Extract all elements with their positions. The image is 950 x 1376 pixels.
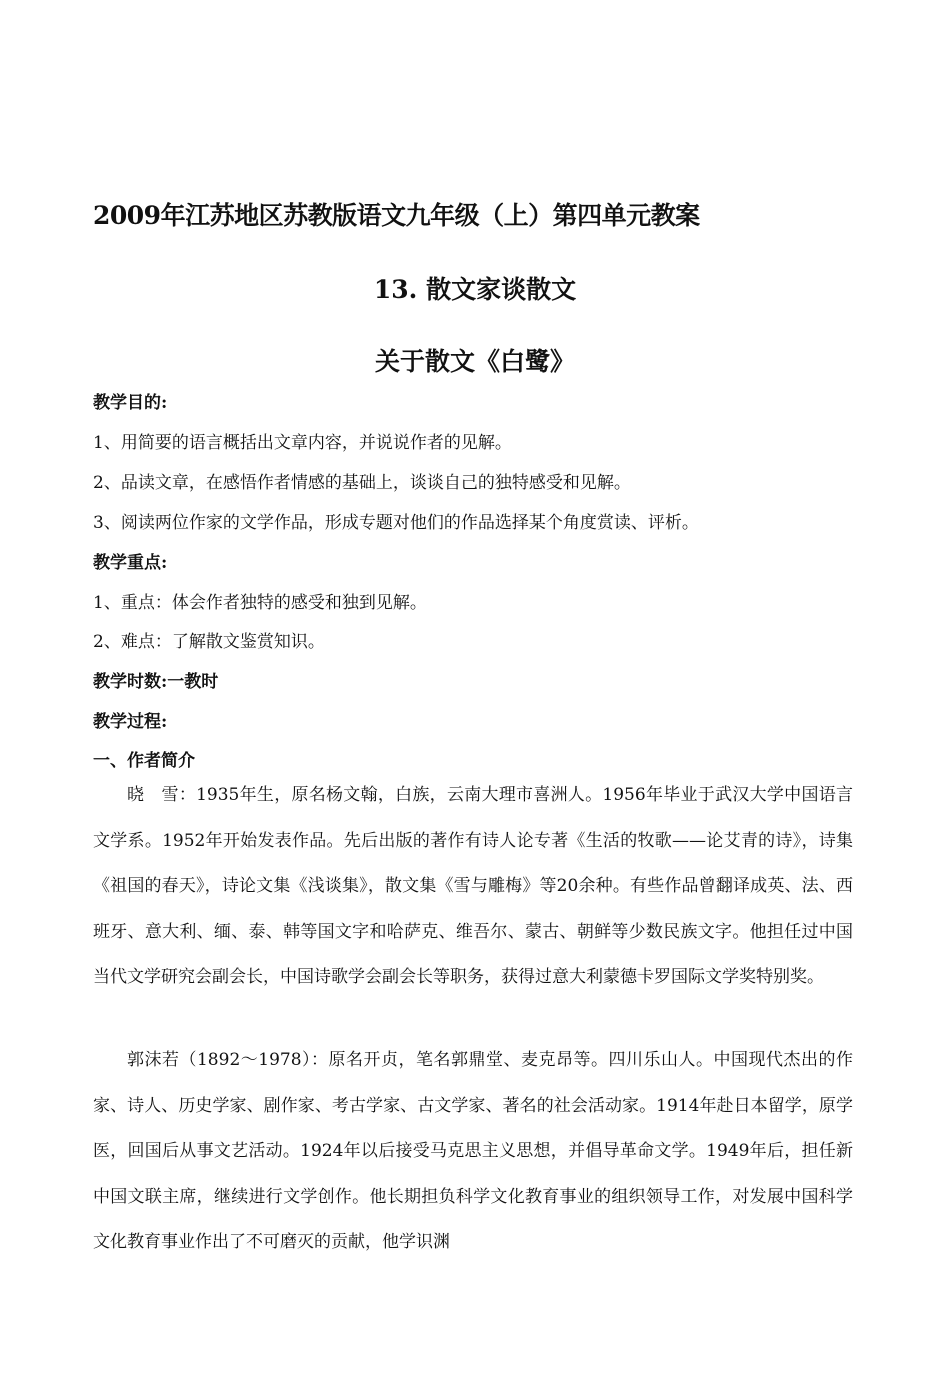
objective-item-3: 3、阅读两位作家的文学作品，形成专题对他们的作品选择某个角度赏读、评析。 <box>93 513 699 533</box>
key-points-heading: 教学重点: <box>93 553 168 573</box>
objectives-heading: 教学目的: <box>93 393 168 413</box>
lesson-title: 关于散文《白鹭》 <box>374 347 575 376</box>
document-title: 2009年江苏地区苏教版语文九年级（上）第四单元教案 <box>93 201 700 230</box>
section-title: 13. 散文家谈散文 <box>373 275 577 304</box>
key-point-item-2: 2、难点：了解散文鉴赏知识。 <box>93 632 325 652</box>
key-point-item-1: 1、重点：体会作者独特的感受和独到见解。 <box>93 593 427 613</box>
objective-item-1: 1、用简要的语言概括出文章内容，并说说作者的见解。 <box>93 433 512 453</box>
process-heading: 教学过程: <box>93 712 168 732</box>
objective-item-2: 2、品读文章，在感悟作者情感的基础上，谈谈自己的独特感受和见解。 <box>93 473 631 493</box>
author-bio-xiaoxue: 晓 雪：1935年生，原名杨文翰，白族，云南大理市喜洲人。1956年毕业于武汉大学中国语言文学系。1952年开始发表作品。先后出版的著作有诗人论专著《生活的牧歌——论艾青的诗》，诗集《祖国的春天》，诗论文集《浅谈集》，散文集《雪与雕梅》等20余种。有些作品曾翻译成英、法、西班牙、意大利、缅、泰、韩等国文字和哈萨克、维吾尔、蒙古、朝鲜等少数民族文字。他担任过中国当代文学研究会副会长，中国诗歌学会副会长等职务，获得过意大利蒙德卡罗国际文学奖特别奖。 <box>93 785 853 987</box>
author-bio-guomoruo: 郭沫若（1892～1978）：原名开贞，笔名郭鼎堂、麦克昂等。四川乐山人。中国现代杰出的作家、诗人、历史学家、剧作家、考古学家、古文学家、著名的社会活动家。1914年赴日本留学，原学医，回国后从事文艺活动。1924年以后接受马克思主义思想，并倡导革命文学。1949年后，担任新中国文联主席，继续进行文学创作。他长期担负科学文化教育事业的组织领导工作，对发展中国科学文化教育事业作出了不可磨灭的贡献，他学识渊 <box>93 1050 853 1252</box>
part-one-heading: 一、作者简介 <box>93 751 195 771</box>
teaching-hours: 教学时数:一教时 <box>93 672 219 692</box>
